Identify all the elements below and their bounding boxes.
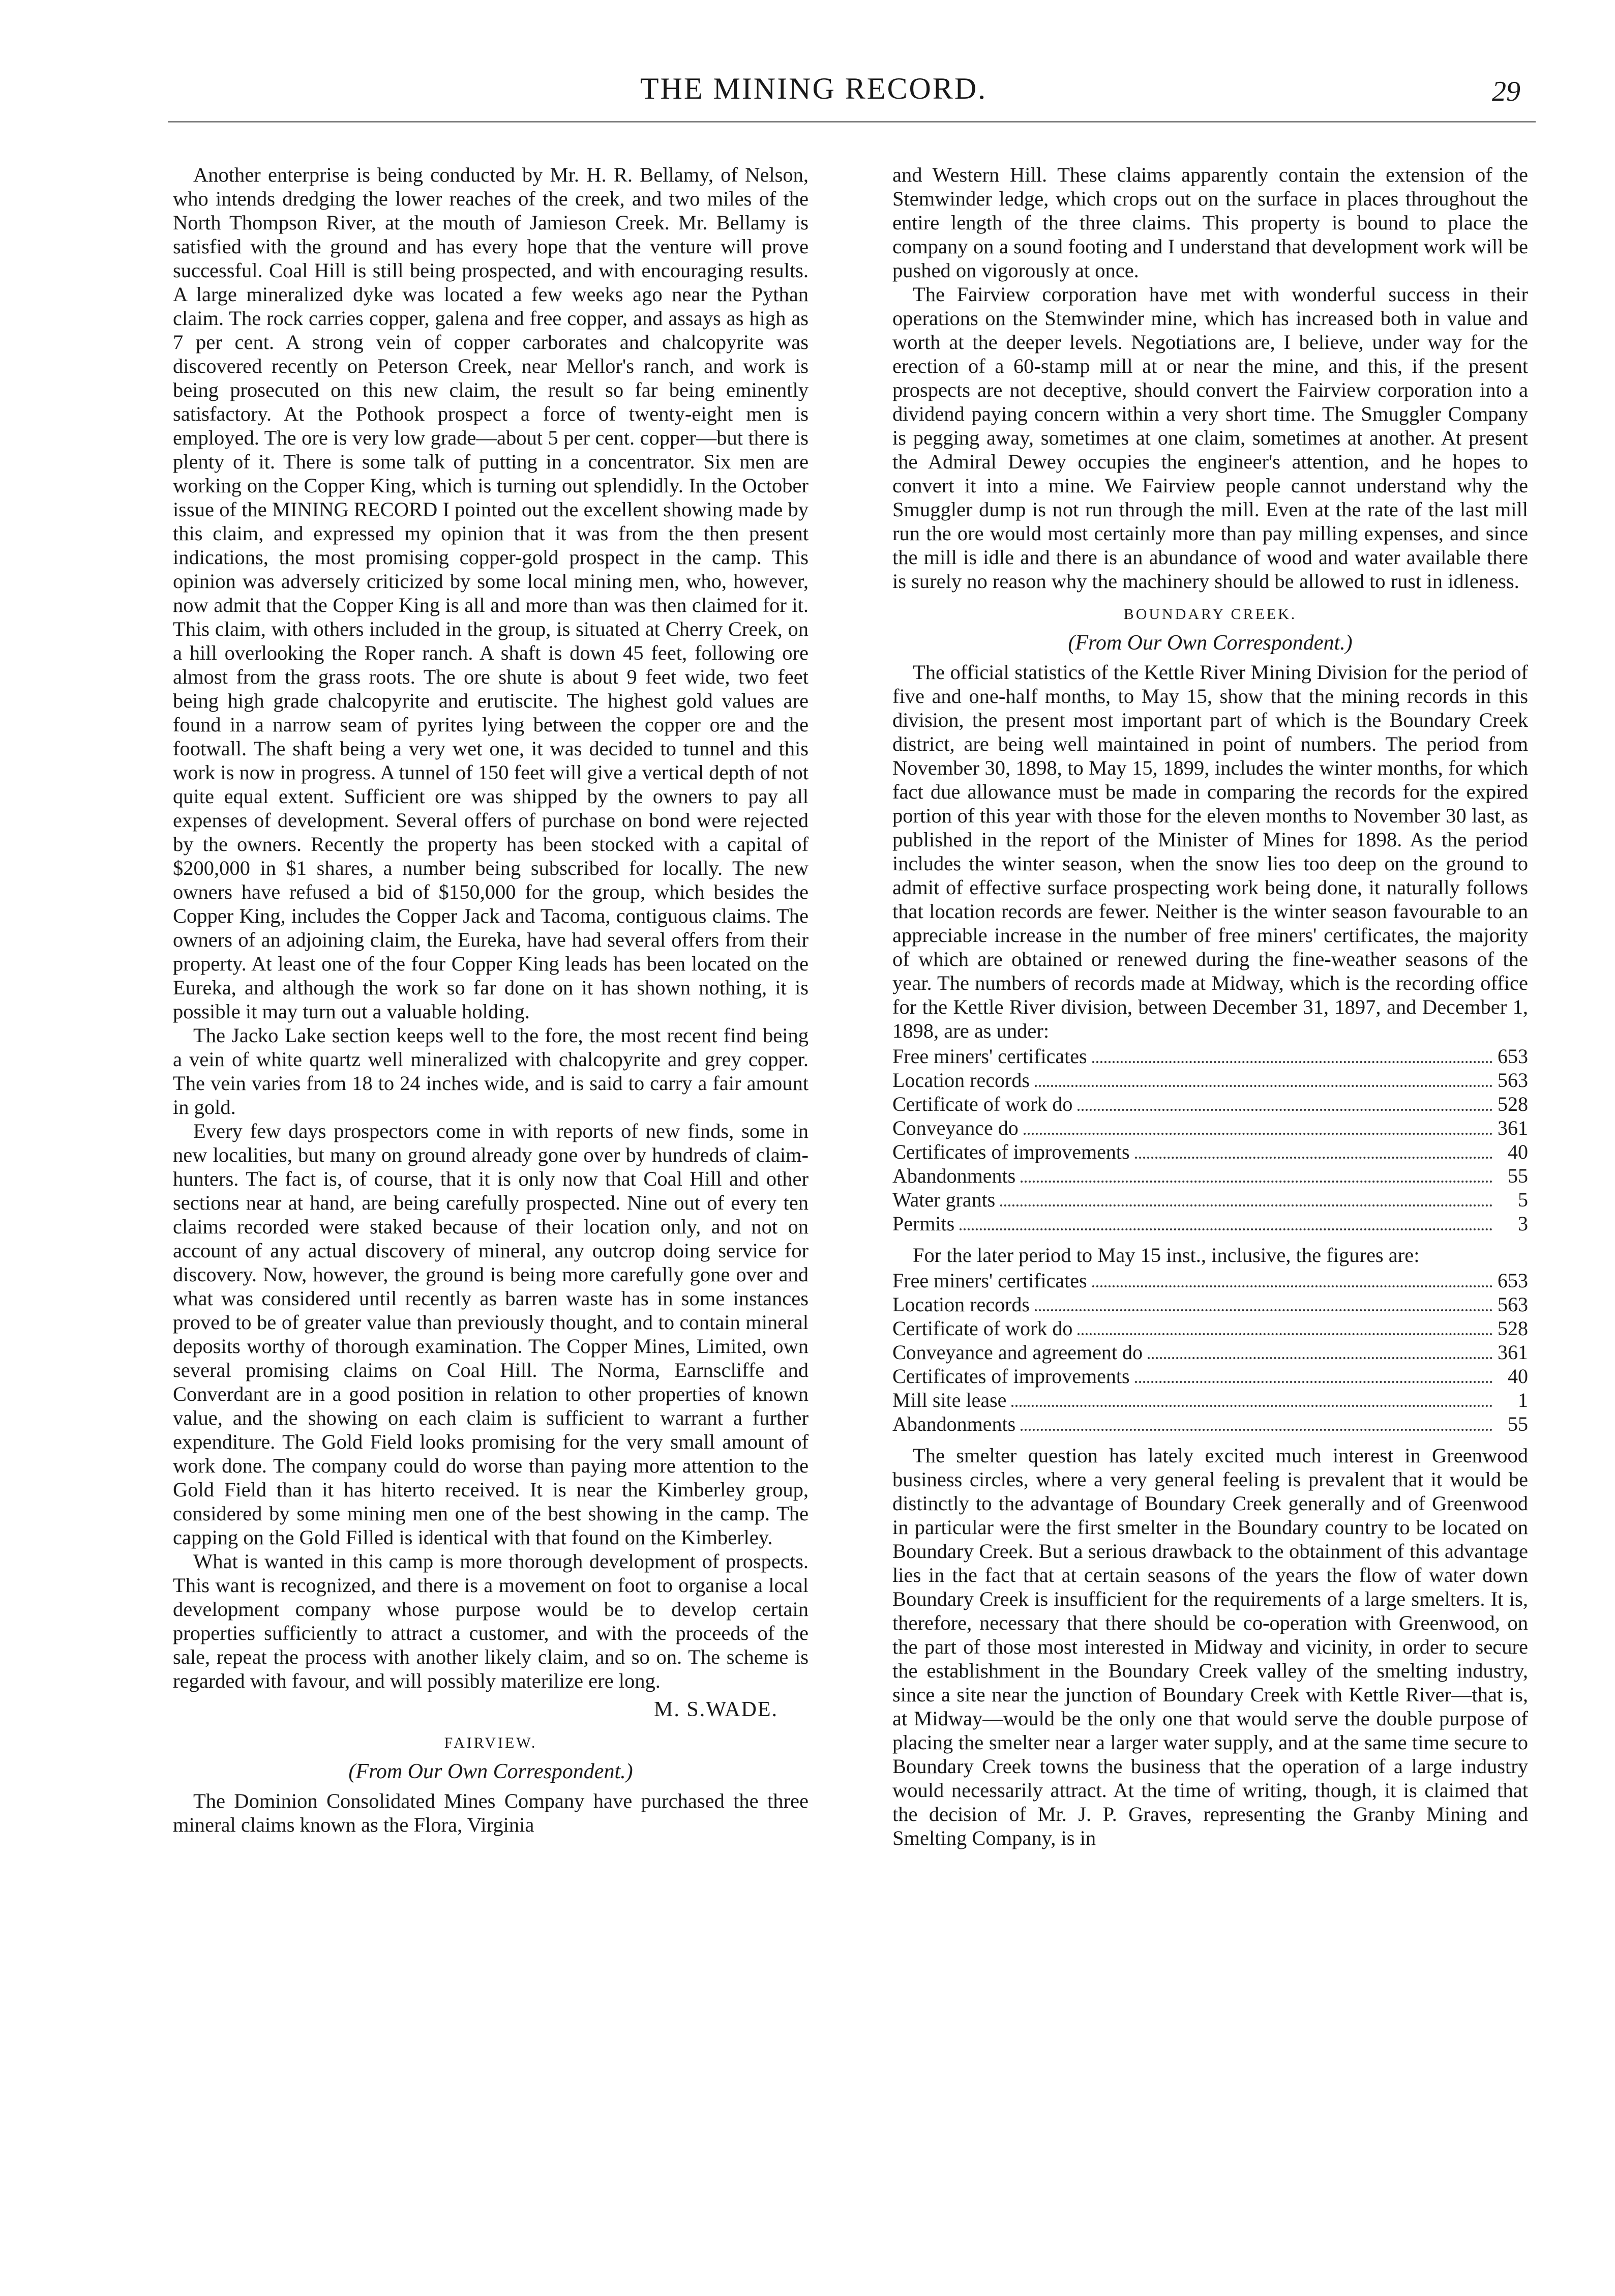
table-row (892, 1269, 1528, 1293)
paragraph: For the later period to May 15 inst., inclusive, the figures are: (913, 1244, 1420, 1267)
row-value: 653 (1498, 1269, 1528, 1292)
row-label: Certificate of work do (892, 1317, 1073, 1340)
records-table-1898 (892, 1045, 1528, 1236)
table-row (892, 1293, 1528, 1317)
row-value: 40 (1508, 1140, 1528, 1163)
section-subhead: (From Our Own Correspondent.) (1068, 631, 1353, 655)
row-label: Certificates of improvements (892, 1365, 1130, 1388)
section-heading-boundary-creek: BOUNDARY CREEK. (1123, 606, 1297, 623)
paragraph: The smelter question has lately excited much interest in Greenwood business circles, where a very general feeling is prevalent that it would be distinctly to the advantage of Boundary Creek generally and of Greenwood in particular were the first smelter in the Boundary country to be located on Boundary Creek. But a serious drawback to the obtainment of this advantage lies in the fact that at certain seasons of the years the flow of water down Boundary Creek is insufficient for the requirements of a large smelters. It is, therefore, necessary that there should be co-operation with Greenwood, on the part of those most interested in Midway and vicinity, in order to secure the establishment in the Boundary Creek valley of the smelting industry, since a site near the junction of Boundary Creek with Kettle River—that is, at Midway—would be the only one that would serve the double purpose of placing the smelter near a larger water supply, and at the same time secure to Boundary Creek towns the business that the operation of a large industry would necessarily attract. At the time of writing, though, it is claimed that the decision of Mr. J. P. Graves, representing the Granby Mining and Smelting Company, is in (892, 1444, 1528, 1849)
row-label: Certificates of improvements (892, 1140, 1130, 1163)
paragraph: The official statistics of the Kettle River Mining Division for the period of five and one-half months, to May 15, show that the mining records in this division, the present most important part of which is the Boundary Creek district, are being well maintained in point of numbers. The period from November 30, 1898, to May 15, 1899, includes the winter months, for which fact due allowance must be made in comparing the records for the expired portion of this year with those for the eleven months to November 30 last, as published in the report of the Minister of Mines for 1898. As the period includes the winter season, when the snow lies too deep on the ground to admit of effective surface prospecting work being done, it naturally follows that location records are fewer. Neither is the winter season favourable to an appreciable increase in the number of free miners' certificates, the majority of which are obtained or renewed during the fine-weather seasons of the year. The numbers of records made at Midway, which is the recording office for the Kettle River division, between December 31, 1897, and December 1, 1898, are as under: (892, 661, 1528, 1042)
row-label: Mill site lease (892, 1389, 1007, 1411)
row-value: 40 (1508, 1365, 1528, 1388)
row-value: 55 (1508, 1412, 1528, 1435)
leader-dots (1024, 1133, 1492, 1135)
table-row (892, 1212, 1528, 1236)
author-signature: M. S.WADE. (653, 1698, 778, 1721)
table-row (892, 1365, 1528, 1389)
row-label: Permits (892, 1212, 955, 1235)
row-value: 528 (1498, 1317, 1528, 1340)
row-label: Abandonments (892, 1412, 1016, 1435)
table-row (892, 1412, 1528, 1436)
paragraph: and Western Hill. These claims apparently contain the extension of the Stemwinder ledge, which crops out on the surface in places throughout the entire length of the three claims. This property is bound to place the company on a sound footing and I understand that development work will be pushed on vigorously at once. (892, 163, 1528, 282)
leader-dots (1092, 1285, 1492, 1287)
table-row (892, 1116, 1528, 1140)
leader-dots (1021, 1429, 1492, 1431)
paragraph: What is wanted in this camp is more thorough development of prospects. This want is recognized, and there is a movement on foot to organise a local development company whose purpose would be to develop certain properties sufficiently to attract a customer, and with the proceeds of the sale, repeat the process with another likely claim, and so on. The scheme is regarded with favour, and will possibly materilize ere long. (173, 1550, 809, 1692)
row-value: 5 (1518, 1188, 1528, 1211)
leader-dots (1135, 1157, 1492, 1159)
table-row (892, 1140, 1528, 1164)
row-label: Free miners' certificates (892, 1269, 1087, 1292)
leader-dots (1078, 1333, 1492, 1335)
leader-dots (960, 1228, 1492, 1230)
paragraph: The Jacko Lake section keeps well to the fore, the most recent find being a vein of white quartz well mineralized with chalcopyrite and grey copper. The vein varies from 18 to 24 inches wide, and is said to carry a fair amount in gold. (173, 1024, 809, 1118)
table-row (892, 1045, 1528, 1069)
table-row (892, 1069, 1528, 1093)
table-row (892, 1389, 1528, 1412)
right-column (892, 163, 1528, 2197)
row-label: Location records (892, 1293, 1030, 1316)
table-row (892, 1188, 1528, 1212)
row-value: 563 (1498, 1069, 1528, 1092)
leader-dots (1021, 1181, 1492, 1183)
row-value: 653 (1498, 1045, 1528, 1068)
leader-dots (1011, 1405, 1492, 1407)
row-value: 3 (1518, 1212, 1528, 1235)
records-table-1899 (892, 1269, 1528, 1436)
header-rule (168, 121, 1536, 123)
row-value: 528 (1498, 1093, 1528, 1115)
row-value: 1 (1518, 1389, 1528, 1411)
table-row (892, 1164, 1528, 1188)
paragraph: Every few days prospectors come in with reports of new finds, some in new localities, but many on ground already gone over by hundreds of claim-hunters. The fact is, of course, that it is only now that Coal Hill and other sections near at hand, are being carefully prospected. Nine out of every ten claims recorded were staked because of their location only, and not on account of any actual discovery of mineral, any outcrop doing service for discovery. Now, however, the ground is being more carefully gone over and what was considered until recently as barren waste has in some instances proved to be of greater value than previously thought, and to contain mineral deposits worthy of thorough examination. The Copper Mines, Limited, own several promising claims on Coal Hill. The Norma, Earnscliffe and Converdant are in a good position in relation to other properties of known value, and the showing on each claim is sufficient to warrant a further expenditure. The Gold Field looks promising for the very small amount of work done. The company could do worse than paying more attention to the Gold Field than it has hiterto received. It is near the Kimberley group, considered by some mining men one of the best showing in the camp. The capping on the Gold Filled is identical with that found on the Kimberley. (173, 1120, 809, 1549)
row-label: Abandonments (892, 1164, 1016, 1187)
section-subhead: (From Our Own Correspondent.) (348, 1760, 633, 1783)
table-row (892, 1093, 1528, 1116)
row-label: Water grants (892, 1188, 996, 1211)
leader-dots (1092, 1061, 1492, 1063)
running-head: THE MINING RECORD. (640, 72, 988, 105)
leader-dots (1035, 1085, 1492, 1087)
row-label: Location records (892, 1069, 1030, 1092)
row-value: 361 (1498, 1341, 1528, 1364)
row-value: 361 (1498, 1116, 1528, 1139)
left-column (173, 163, 809, 2197)
row-label: Conveyance do (892, 1116, 1019, 1139)
row-value: 55 (1508, 1164, 1528, 1187)
table-row (892, 1341, 1528, 1365)
leader-dots (1148, 1357, 1492, 1359)
row-label: Free miners' certificates (892, 1045, 1087, 1068)
leader-dots (1078, 1109, 1492, 1111)
row-label: Certificate of work do (892, 1093, 1073, 1115)
page-number: 29 (1492, 76, 1520, 107)
row-label: Conveyance and agreement do (892, 1341, 1143, 1364)
leader-dots (1135, 1381, 1492, 1383)
row-value: 563 (1498, 1293, 1528, 1316)
paragraph: The Fairview corporation have met with wonderful success in their operations on the Stemwinder mine, which has increased both in value and worth at the deeper levels. Negotiations are, I believe, under way for the erection of a 60-stamp mill at or near the mine, and this, if the present prospects are not deceptive, should convert the Fairview corporation into a dividend paying concern within a very short time. The Smuggler Company is pegging away, sometimes at one claim, sometimes at another. At present the Admiral Dewey occupies the engineer's attention, and he hopes to convert it into a mine. We Fairview people cannot understand why the Smuggler dump is not run through the mill. Even at the rate of the last mill run the ore would most certainly more than pay milling expenses, and since the mill is idle and there is an abundance of wood and water available there is surely no reason why the machinery should be allowed to rust in idleness. (892, 283, 1528, 593)
leader-dots (1000, 1204, 1492, 1206)
paragraph: Another enterprise is being conducted by Mr. H. R. Bellamy, of Nelson, who intends dredging the lower reaches of the creek, and two miles of the North Thompson River, at the mouth of Jamieson Creek. Mr. Bellamy is satisfied with the ground and has every hope that the venture will prove successful. Coal Hill is still being prospected, and with encouraging results. A large mineralized dyke was located a few weeks ago near the Pythan claim. The rock carries copper, galena and free copper, and assays as high as 7 per cent. A strong vein of copper carborates and chalcopyrite was discovered recently on Peterson Creek, near Mellor's ranch, and work is being prosecuted on this new claim, the result so far being eminently satisfactory. At the Pothook prospect a force of twenty-eight men is employed. The ore is very low grade—about 5 per cent. copper—but there is plenty of it. There is some talk of putting in a concentrator. Six men are working on the Copper King, which is turning out splendidly. In the October issue of the MINING RECORD I pointed out the excellent showing made by this claim, and expressed my opinion that it was from the then present indications, the most promising copper-gold prospect in the camp. This opinion was adversely criticized by some local mining men, who, however, now admit that the Copper King is all and more than was then claimed for it. This claim, with others included in the group, is situated at Cherry Creek, on a hill overlooking the Roper ranch. A shaft is down 45 feet, following ore almost from the grass roots. The ore shute is about 9 feet wide, two feet being high grade chalcopyrite and erutiscite. The highest gold values are found in a narrow seam of pyrites lying between the copper ore and the footwall. The shaft being a very wet one, it was decided to tunnel and this work is now in progress. A tunnel of 150 feet will give a vertical depth of not quite equal extent. Sufficient ore was shipped by the owners to pay all expenses of development. Several offers of purchase on bond were rejected by the owners. Recently the property has been stocked with a capital of $200,000 in $1 shares, a number being subscribed for locally. The new owners have refused a bid of $150,000 for the group, which besides the Copper King, includes the Copper Jack and Tacoma, contiguous claims. The owners of an adjoining claim, the Eureka, have had several offers from their property. At least one of the four Copper King leads has been located on the Eureka, and although the work so far done on it has shown nothing, it is possible it may turn out a valuable holding. (173, 163, 809, 1023)
leader-dots (1035, 1309, 1492, 1311)
paragraph: The Dominion Consolidated Mines Company have purchased the three mineral claims known as the Flora, Virginia (173, 1789, 809, 1836)
section-heading-fairview: FAIRVIEW. (444, 1734, 537, 1751)
table-row (892, 1317, 1528, 1341)
